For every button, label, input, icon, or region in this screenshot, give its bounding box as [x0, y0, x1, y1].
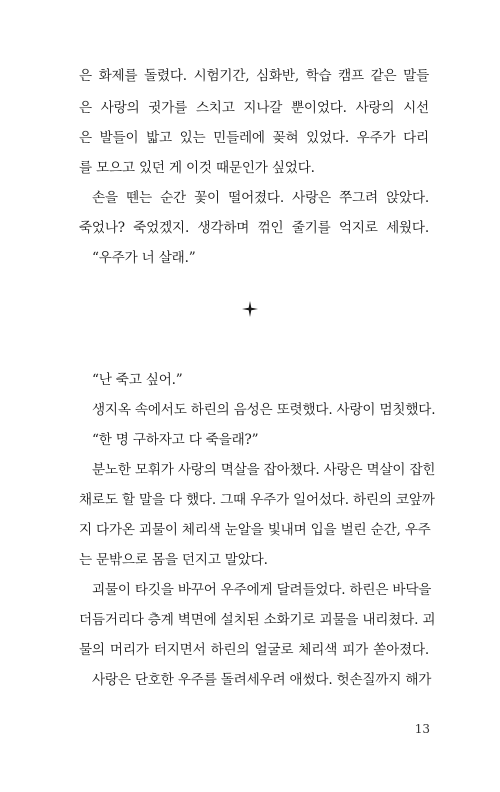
text-line: 은 발들이 밟고 있는 민들레에 꽂혀 있었다. 우주가 다리 — [79, 130, 429, 146]
text-line: 손을 뗀는 순간 꽃이 떨어졌다. 사랑은 쭈그려 앉았다. — [92, 190, 429, 206]
text-line: 물의 머리가 터지면서 하린의 얼굴로 체리색 피가 쏟아졌다. — [79, 642, 429, 658]
text-line: 괴물이 타깃을 바꾸어 우주에게 달려들었다. 하린은 바닥을 — [92, 582, 432, 598]
text-line: 지 다가온 괴물이 체리색 눈알을 빛내며 입을 벌린 순간, 우주 — [79, 522, 431, 538]
text-line: 사랑은 단호한 우주를 돌려세우려 애썼다. 헛손질까지 해가 — [92, 672, 432, 688]
text-line: 는 문밖으로 몸을 던지고 말았다. — [79, 552, 268, 568]
text-line: 분노한 모휘가 사랑의 멱살을 잡아챘다. 사랑은 멱살이 잡힌 — [92, 462, 436, 478]
four-point-star-icon — [242, 301, 258, 317]
page-number: 13 — [414, 722, 430, 736]
text-line: 죽었나? 죽었겠지. 생각하며 꺾인 줄기를 억지로 세웠다. — [79, 220, 429, 236]
text-line: 은 화제를 돌렸다. 시험기간, 심화반, 학습 캠프 같은 말들 — [79, 68, 429, 84]
dialogue-line: “난 죽고 싶어.” — [92, 372, 183, 388]
text-line: 더듬거리다 층계 벽면에 설치된 소화기로 괴물을 내리쳤다. 괴 — [79, 612, 436, 628]
text-line: 채로도 할 말을 다 했다. 그때 우주가 일어섰다. 하린의 코앞까 — [79, 492, 435, 508]
dialogue-line: “한 명 구하자고 다 죽을래?” — [92, 432, 259, 448]
text-line: 를 모으고 있던 게 이것 때문인가 싶었다. — [79, 160, 315, 176]
text-line: 생지옥 속에서도 하린의 음성은 또렷했다. 사랑이 멈칫했다. — [92, 402, 436, 418]
dialogue-line: “우주가 너 살래.” — [92, 250, 196, 266]
text-line: 은 사랑의 귓가를 스치고 지나갈 뿐이었다. 사랑의 시선 — [79, 100, 429, 116]
